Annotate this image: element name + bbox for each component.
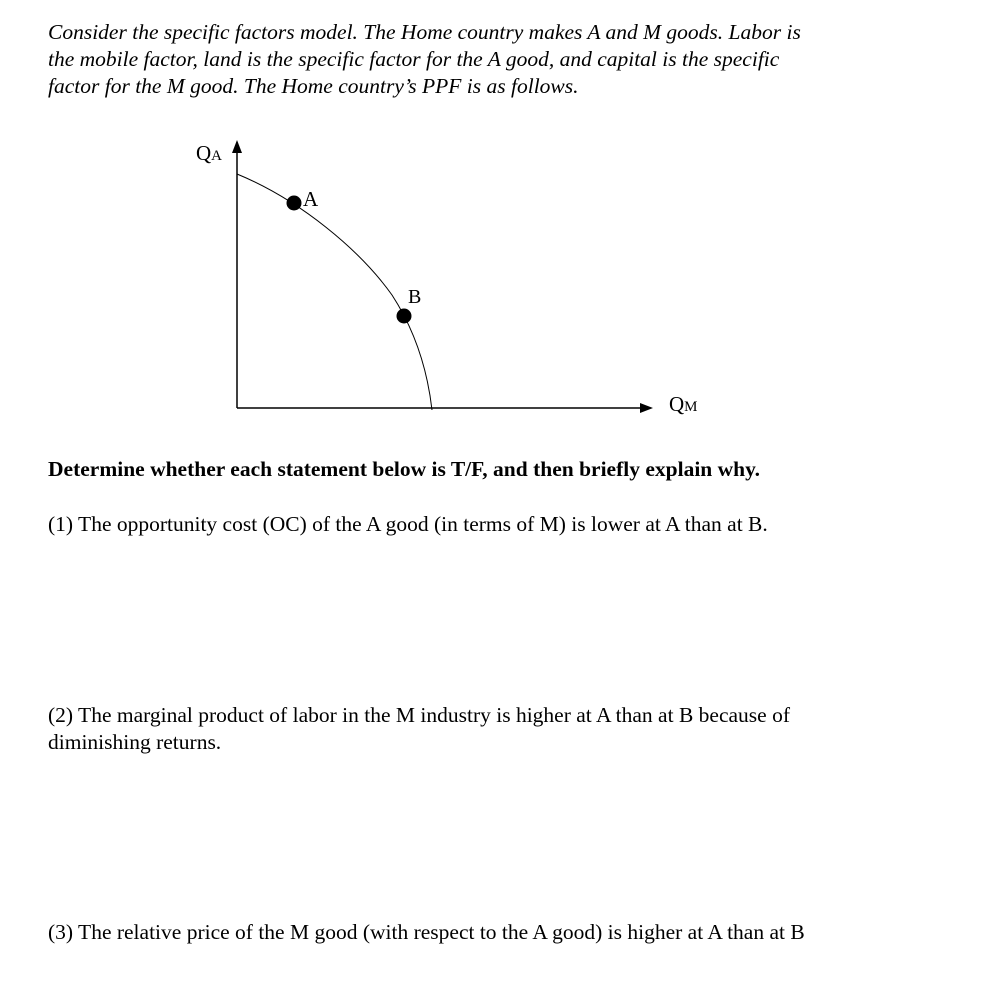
x-axis-label-main: Q xyxy=(669,392,685,416)
ppf-diagram xyxy=(0,0,1004,440)
instruction-heading: Determine whether each statement below is T/F, and then briefly explain why. xyxy=(48,457,761,481)
x-axis-label-subscript: M xyxy=(684,399,698,415)
question-1 xyxy=(48,511,768,538)
question-2 xyxy=(48,702,790,756)
point-a-marker xyxy=(287,196,302,211)
question-line: (3) The relative price of the M good (with respect to the A good) is higher at A than at B xyxy=(48,920,805,944)
y-axis-arrowhead xyxy=(232,140,242,153)
y-axis-label-subscript: A xyxy=(211,148,223,164)
x-axis-label xyxy=(669,392,698,416)
ppf-curve xyxy=(237,174,432,410)
question-line: diminishing returns. xyxy=(48,730,222,754)
intro-line: factor for the M good. The Home country’s PPF is as follows. xyxy=(48,74,579,98)
y-axis-label-main: Q xyxy=(196,141,212,165)
y-axis-label xyxy=(196,141,222,165)
question-line: (1) The opportunity cost (OC) of the A good (in terms of M) is lower at A than at B. xyxy=(48,512,768,536)
question-line: (2) The marginal product of labor in the M industry is higher at A than at B because of xyxy=(48,703,790,727)
intro-line: Consider the specific factors model. The Home country makes A and M goods. Labor is xyxy=(48,20,801,44)
point-b-label: B xyxy=(408,286,422,308)
point-b-marker xyxy=(397,309,412,324)
intro-line: the mobile factor, land is the specific factor for the A good, and capital is the specific xyxy=(48,47,780,71)
x-axis-arrowhead xyxy=(640,403,653,413)
point-a-label: A xyxy=(303,187,319,211)
question-3 xyxy=(48,919,805,946)
